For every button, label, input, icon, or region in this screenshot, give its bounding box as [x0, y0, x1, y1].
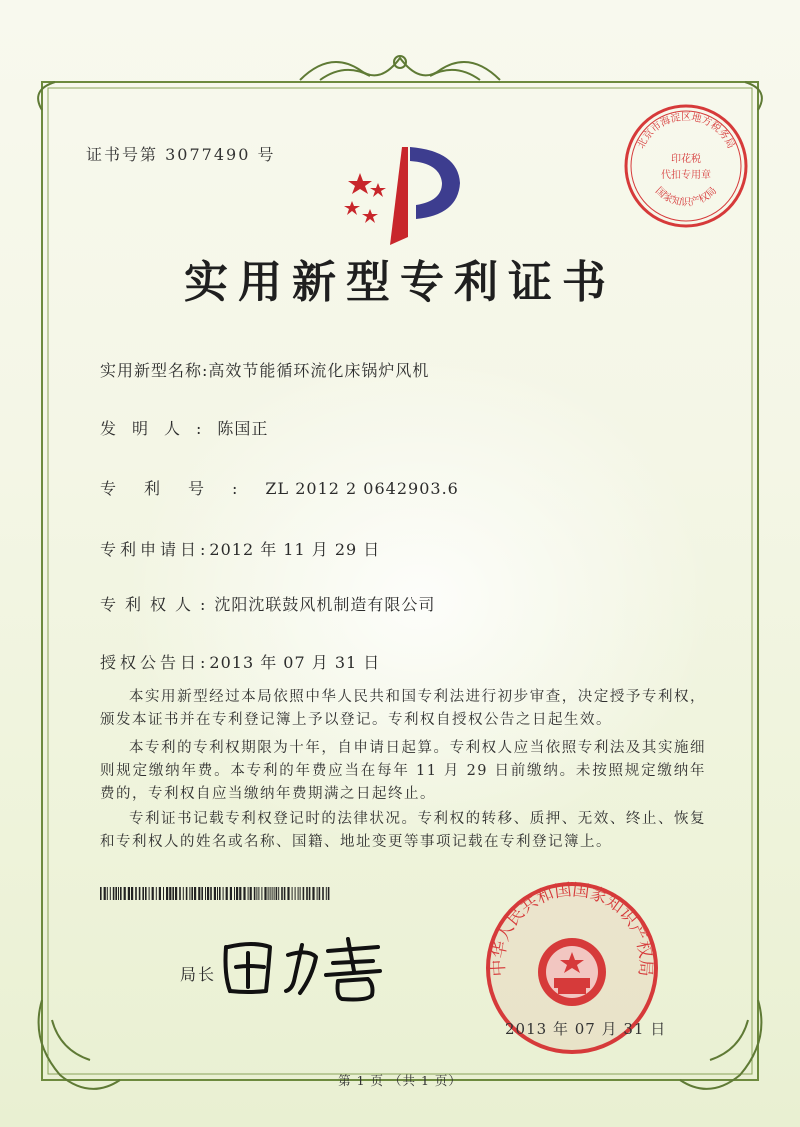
- barcode-bar: [159, 887, 161, 900]
- filing-date-value: 2012 年 11 月 29 日: [209, 540, 381, 559]
- barcode-bar: [214, 887, 216, 900]
- announcement-date-label: 授权公告日:: [100, 653, 210, 672]
- page-number: 第 1 页 （共 1 页）: [338, 1073, 462, 1088]
- tax-seal-bottom-text: 国家知识产权局: [652, 185, 720, 209]
- certificate-number: 3077490: [165, 145, 251, 164]
- patentee-label: 专利权人:: [100, 595, 215, 614]
- barcode-bar: [292, 887, 293, 900]
- barcode-bar: [120, 887, 122, 900]
- utility-model-name-value: 高效节能循环流化床锅炉风机: [208, 361, 430, 380]
- tax-seal-center-line1: 印花税: [671, 154, 701, 165]
- barcode-bar: [250, 887, 252, 900]
- barcode-bar: [264, 887, 266, 900]
- filing-date-field: [100, 537, 380, 560]
- barcode-bar: [243, 887, 245, 900]
- barcode-bar: [115, 887, 117, 900]
- barcode-bar: [179, 887, 181, 900]
- barcode-bar: [248, 887, 249, 900]
- certificate-number-line: [86, 142, 275, 165]
- barcode-bar: [145, 887, 147, 900]
- tax-seal-center-line2: 代扣专用章: [661, 170, 711, 181]
- barcode-bar: [100, 887, 102, 900]
- barcode-bar: [287, 887, 289, 900]
- barcode-bar: [135, 887, 137, 900]
- certificate-title: 实用新型专利证书: [184, 257, 616, 308]
- barcode-bar: [139, 887, 141, 900]
- barcode-bar: [107, 887, 108, 900]
- barcode-bar: [163, 887, 164, 900]
- barcode-bar: [128, 887, 130, 900]
- inventor-label: 发明人:: [100, 419, 218, 438]
- barcode-bar: [217, 887, 218, 900]
- body-paragraph-1: 本实用新型经过本局依照中华人民共和国专利法进行初步审查，决定授予专利权，颁发本证书并在专利登记簿上予以登记。专利权自授权公告之日起生效。: [100, 689, 706, 728]
- barcode-bar: [124, 887, 126, 900]
- barcode-bar: [281, 887, 283, 900]
- barcode-bar: [317, 887, 318, 900]
- tax-stamp-seal: [620, 100, 752, 232]
- patentee-field: [100, 592, 435, 615]
- barcode-bar: [234, 887, 235, 900]
- barcode-bar: [198, 887, 200, 900]
- barcode-bar: [226, 887, 228, 900]
- barcode-bar: [239, 887, 241, 900]
- barcode-bar: [254, 887, 256, 900]
- barcode-bar: [131, 887, 133, 900]
- barcode-bar: [284, 887, 286, 900]
- barcode-bar: [268, 887, 269, 900]
- barcode-bar: [191, 887, 193, 900]
- barcode-bar: [303, 887, 305, 900]
- patent-number-field: [100, 476, 459, 499]
- barcode-bar: [278, 887, 279, 900]
- barcode-bar: [118, 887, 119, 900]
- seal-date: 2013 年 07 月 31 日: [505, 1020, 667, 1038]
- utility-model-name-label: 实用新型名称:: [100, 361, 209, 380]
- barcode-bar: [205, 887, 206, 900]
- barcode-bar: [319, 887, 321, 900]
- barcode-bar: [322, 887, 324, 900]
- barcode-bar: [194, 887, 196, 900]
- barcode-bar: [169, 887, 171, 900]
- barcode-bar: [172, 887, 174, 900]
- barcode-bar: [207, 887, 209, 900]
- filing-date-label: 专利申请日:: [100, 540, 210, 559]
- barcode-bar: [261, 887, 262, 900]
- barcode-bar: [326, 887, 327, 900]
- certificate-number-suffix: 号: [257, 145, 276, 164]
- announcement-date-value: 2013 年 07 月 31 日: [209, 653, 381, 672]
- certificate-number-label: 证书号第: [86, 145, 159, 164]
- barcode-bar: [274, 887, 275, 900]
- barcode-bar: [156, 887, 157, 900]
- body-paragraph-2: 本专利的专利权期限为十年，自申请日起算。专利权人应当依照专利法及其实施细则规定缴纳年费。本专利的年费应当在每年 11 月 29 日前缴纳。未按照规定缴纳年费的，专利权自应当缴纳年费期满之日起终止。: [100, 740, 706, 802]
- patentee-value: 沈阳沈联鼓风机制造有限公司: [214, 595, 436, 614]
- barcode-bar: [201, 887, 203, 900]
- barcode-bar: [298, 887, 299, 900]
- barcode-bar: [270, 887, 271, 900]
- barcode-bar: [295, 887, 296, 900]
- barcode-bar: [300, 887, 301, 900]
- barcode-bar: [258, 887, 259, 900]
- patent-number-value: ZL 2012 2 0642903.6: [265, 479, 459, 498]
- barcode-bar: [113, 887, 115, 900]
- barcode-bar: [306, 887, 308, 900]
- barcode-bar: [149, 887, 150, 900]
- barcode-bar: [183, 887, 184, 900]
- barcode-bar: [276, 887, 278, 900]
- national-emblem-icon: [538, 938, 606, 1006]
- barcode: [100, 887, 332, 900]
- patent-number-label: 专利号:: [100, 479, 266, 498]
- inventor-value: 陈国正: [217, 419, 269, 438]
- barcode-bar: [142, 887, 144, 900]
- barcode-bar: [210, 887, 212, 900]
- tax-seal-ring-text: 北京市海淀区地方税务局: [635, 112, 737, 151]
- barcode-bar: [309, 887, 311, 900]
- announcement-date-field: [100, 650, 380, 673]
- barcode-bar: [256, 887, 257, 900]
- big-seal-ring-text: 中华人民共和国国家知识产权局: [488, 880, 656, 977]
- director-label: 局长: [180, 965, 217, 984]
- patent-office-logo: [330, 135, 480, 250]
- barcode-bar: [236, 887, 238, 900]
- barcode-bar: [110, 887, 111, 900]
- barcode-bar: [219, 887, 221, 900]
- director-signature: [208, 925, 398, 1005]
- barcode-bar: [272, 887, 273, 900]
- barcode-bar: [189, 887, 190, 900]
- inventor-field: [100, 416, 268, 439]
- barcode-bar: [186, 887, 188, 900]
- utility-model-name-field: [100, 358, 429, 381]
- barcode-bar: [152, 887, 154, 900]
- barcode-bar: [230, 887, 232, 900]
- barcode-bar: [223, 887, 224, 900]
- barcode-bar: [175, 887, 177, 900]
- barcode-bar: [104, 887, 106, 900]
- body-paragraph-3: 专利证书记载专利权登记时的法律状况。专利权的转移、质押、无效、终止、恢复和专利权人的姓名或名称、国籍、地址变更等事项记载在专利登记簿上。: [100, 811, 706, 850]
- barcode-bar: [166, 887, 168, 900]
- barcode-bar: [328, 887, 330, 900]
- barcode-bar: [312, 887, 314, 900]
